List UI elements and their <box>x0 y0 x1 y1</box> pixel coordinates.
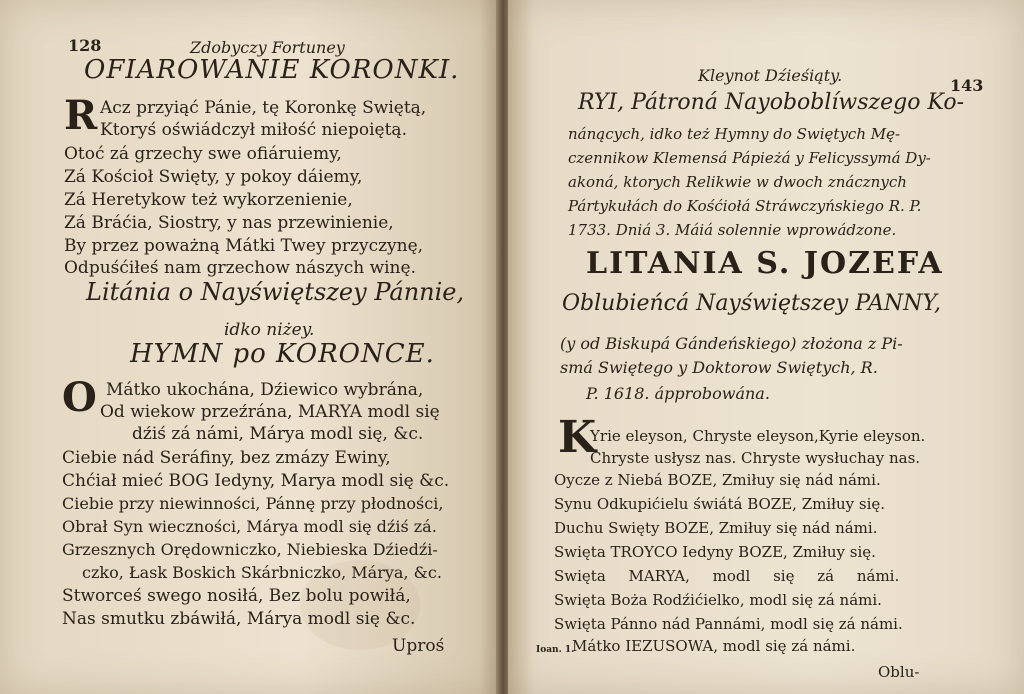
prayer-line: Acz przyiąć Pánie, tę Koronkę Swiętą, <box>100 98 427 118</box>
invocation-line: Mátko IEZUSOWA, modl się zá námi. <box>572 637 856 655</box>
approval-line: smá Swiętego y Doktorow Swiętych, R. <box>560 358 878 377</box>
invocation-line: Oycze z Niebá BOZE, Zmiłuy się nád námi. <box>554 471 881 489</box>
margin-note: Ioan. 1. <box>536 645 575 655</box>
prayer-line: Otoć zá grzechy swe ofiáruiemy, <box>64 144 342 164</box>
prayer-line: Zá Bráćia, Siostry, y nas przewinienie, <box>64 213 394 233</box>
dropcap: K <box>558 412 597 463</box>
prayer-line: Zá Heretykow też wykorzenienie, <box>64 190 353 210</box>
hymn-line: Stworceś swego nosiłá, Bez bolu powiłá, <box>62 586 411 606</box>
running-head: Kleynot Dźieśiąty. <box>698 66 843 85</box>
prayer-line: By przez poważną Mátki Twey przyczynę, <box>64 236 424 256</box>
invocation-line: Swięta TROYCO Iedyny BOZE, Zmiłuy się. <box>554 543 876 561</box>
litany-title: LITANIA S. JOZEFA <box>586 246 944 281</box>
hymn-line: Nas smutku zbáwiłá, Márya modl się &c. <box>62 609 416 629</box>
continuation-line: RYI, Pátroná Nayoboblíwszego Ko- <box>578 90 964 115</box>
continuation-line: nánących, idko też Hymny do Swiętych Mę- <box>568 125 901 143</box>
litany-subheading: idko niżey. <box>224 320 315 340</box>
invocation-line: Swięta MARYA, modl się zá námi. <box>554 567 900 585</box>
invocation-line: Duchu Swięty BOZE, Zmiłuy się nád námi. <box>554 519 878 537</box>
hymn-line: czko, Łask Boskich Skárbniczko, Márya, &c. <box>82 563 442 582</box>
continuation-line: akoná, ktorych Relikwie w dwoch znácznych <box>568 173 907 191</box>
invocation-line: Yrie eleyson, Chryste eleyson,Kyrie eleyson. <box>590 427 926 445</box>
hymn-line: Ciebie nád Seráfiny, bez zmázy Ewiny, <box>62 448 391 468</box>
hymn-line: Grzesznych Orędowniczko, Niebieska Dźiedźi- <box>62 540 438 559</box>
litany-subtitle: Oblubieńcá Nayświętszey PANNY, <box>562 291 942 316</box>
approval-line: (y od Biskupá Gándeńskiego) złożona z Pi- <box>560 334 903 353</box>
page-number: 143 <box>950 76 984 95</box>
litany-heading: Litánia o Nayświętszey Pánnie, <box>86 278 465 306</box>
right-page <box>508 0 1024 694</box>
invocation-line: Swięta Pánno nád Pannámi, modl się zá námi. <box>554 615 903 633</box>
prayer-line: Odpuśćiłeś nam grzechow nászych winę. <box>64 258 416 278</box>
section-title: OFIAROWANIE KORONKI. <box>84 55 460 85</box>
hymn-line: Obrał Syn wieczności, Márya modl się dźiś zá. <box>62 517 437 536</box>
page-number: 128 <box>68 36 102 55</box>
left-page <box>0 0 500 694</box>
hymn-line: Ciebie przy niewinności, Pánnę przy płodności, <box>62 494 444 513</box>
hymn-title: HYMN po KORONCE. <box>130 339 435 369</box>
hymn-line: dźiś zá námi, Márya modl się, &c. <box>132 424 424 444</box>
continuation-line: czennikow Klemensá Pápieżá y Felicyssymá Dy- <box>568 149 931 167</box>
continuation-line: Pártykułách do Kośćiołá Stráwczyńskiego R. P. <box>568 197 922 215</box>
hymn-line: Od wiekow przeźrána, MARYA modl się <box>100 402 440 422</box>
invocation-line: Chryste usłysz nas. Chryste wysłuchay nas. <box>590 449 921 467</box>
dropcap: R <box>64 92 98 139</box>
running-head: Zdobyczy Fortuney <box>190 38 345 57</box>
invocation-line: Swięta Boża Rodźićielko, modl się zá námi. <box>554 591 882 609</box>
hymn-line: Mátko ukochána, Dźiewico wybrána, <box>106 380 424 400</box>
approval-line: P. 1618. ápprobowána. <box>586 384 770 403</box>
invocation-line: Synu Odkupićielu świátá BOZE, Zmiłuy się. <box>554 495 886 513</box>
prayer-line: Ktoryś oświádczył miłość niepoiętą. <box>100 120 407 140</box>
prayer-line: Zá Kościoł Swięty, y pokoy dáiemy, <box>64 167 363 187</box>
dropcap: O <box>62 374 97 421</box>
hymn-line: Chćiał mieć BOG Iedyny, Marya modl się &c. <box>62 471 450 491</box>
continuation-line: 1733. Dniá 3. Máiá solennie wprowádzone. <box>568 221 897 239</box>
catchword: Uproś <box>392 636 445 656</box>
catchword: Oblu- <box>878 663 920 681</box>
